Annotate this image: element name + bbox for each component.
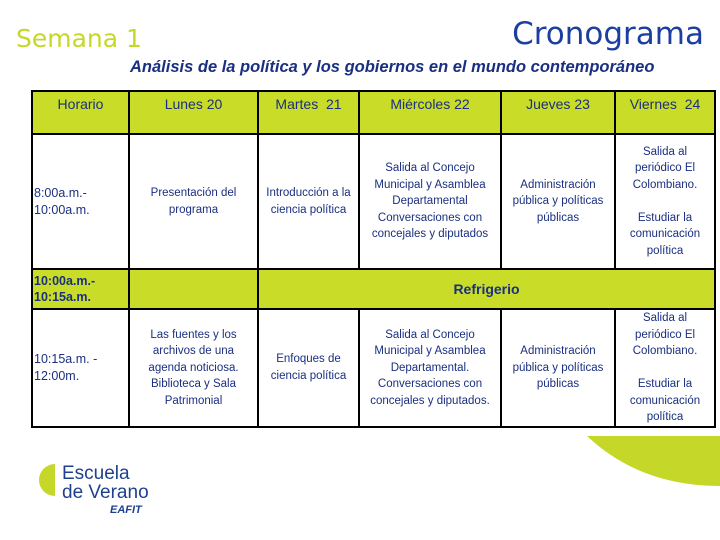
- schedule-cell: Enfoques de ciencia política: [258, 309, 359, 427]
- schedule-table: [31, 90, 716, 428]
- week-label: Semana 1: [16, 24, 142, 53]
- header-row: [32, 91, 715, 134]
- schedule-cell: Administración pública y políticas públicas: [501, 309, 615, 427]
- escuela-de-verano-logo: [38, 462, 158, 527]
- schedule-cell: Salida al periódico El Colombiano. Estudiar la comunicación política: [615, 134, 715, 269]
- page-subtitle: Análisis de la política y los gobiernos en el mundo contemporáneo: [130, 58, 655, 76]
- table-row: [32, 309, 715, 427]
- schedule-cell: Las fuentes y los archivos de una agenda noticiosa. Biblioteca y Sala Patrimonial: [129, 309, 258, 427]
- logo-line2: de Verano: [62, 482, 149, 503]
- schedule-cell: Introducción a la ciencia política: [258, 134, 359, 269]
- logo-mark-icon: [38, 462, 158, 522]
- schedule-cell: Salida al periódico El Colombiano. Estudiar la comunicación política: [615, 309, 715, 427]
- schedule-cell: Presentación del programa: [129, 134, 258, 269]
- column-header-lunes: Lunes 20: [129, 91, 258, 134]
- page-title: Cronograma: [512, 16, 704, 52]
- time-cell: 8:00a.m.- 10:00a.m.: [32, 134, 129, 269]
- time-cell: 10:15a.m. - 12:00m.: [32, 309, 129, 427]
- empty-cell: [129, 269, 258, 309]
- time-cell: 10:00a.m.- 10:15a.m.: [32, 269, 129, 309]
- schedule-cell: Salida al Concejo Municipal y Asamblea Departamental Conversaciones con concejales y diputados: [359, 134, 501, 269]
- table-row: [32, 134, 715, 269]
- logo-brand: EAFIT: [110, 504, 142, 516]
- schedule-cell: Salida al Concejo Municipal y Asamblea Departamental. Conversaciones con concejales y diputados.: [359, 309, 501, 427]
- column-header-viernes: Viernes 24: [615, 91, 715, 134]
- column-header-horario: Horario: [32, 91, 129, 134]
- column-header-jueves: Jueves 23: [501, 91, 615, 134]
- column-header-miercoles: Miércoles 22: [359, 91, 501, 134]
- column-header-martes: Martes 21: [258, 91, 359, 134]
- break-row: [32, 269, 715, 309]
- logo-line1: Escuela: [62, 463, 130, 484]
- schedule-cell: Administración pública y políticas públicas: [501, 134, 615, 269]
- break-label: Refrigerio: [258, 269, 715, 309]
